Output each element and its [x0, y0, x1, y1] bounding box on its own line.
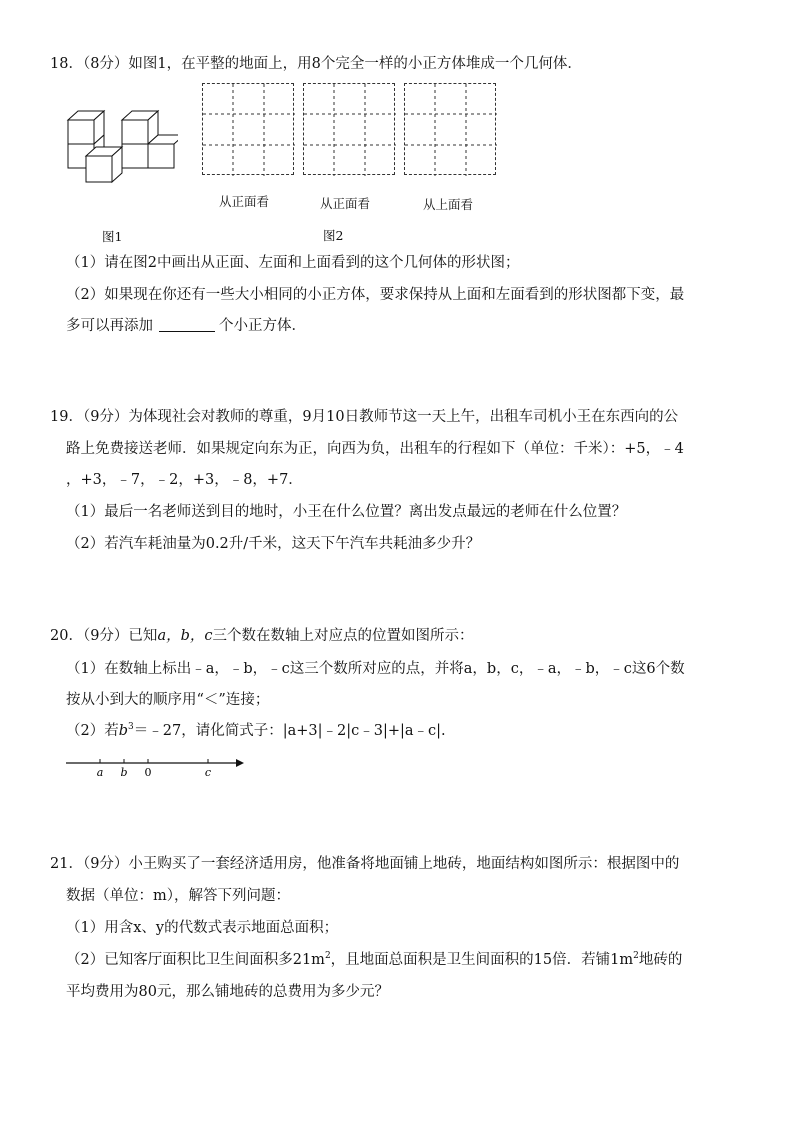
q21-part2-exp2: 2: [633, 951, 639, 961]
q21-part2-line1: [66, 950, 682, 970]
q19-stem-line1: 19．（9分）为体现社会对教师的尊重，9月10日教师节这一天上午，出租车司机小王在东西向的公: [50, 409, 679, 425]
q20-stem: [50, 626, 474, 646]
q21-part2-exp1: 2: [324, 951, 331, 961]
grid-front-view[interactable]: [202, 83, 294, 175]
q18-stem: 18．（8分）如图1，在平整的地面上，用8个完全一样的小正方体堆成一个几何体．: [50, 56, 582, 72]
q20-stem-a: 20．（9分）已知: [50, 628, 158, 644]
fig2-label: 图2: [323, 228, 344, 243]
grid-lines: [304, 84, 396, 176]
answer-blank[interactable]: [159, 317, 215, 332]
q19-part2: （2）若汽车耗油量为0.2升/千米，这天下午汽车共耗油多少升？: [66, 536, 481, 552]
q18-part2-line1: （2）如果现在你还有一些大小相同的小正方体，要求保持从上面和左面看到的形状图都下变，最: [66, 287, 685, 303]
q20-part1-line1: （1）在数轴上标出﹣a，﹣b，﹣c这三个数所对应的点，并将a，b，c，﹣a，﹣b，﹣c这6个数: [66, 661, 685, 677]
caption-front-1: 从正面看: [219, 194, 270, 209]
q21-part2-b: ，且地面总面积是卫生间面积的15倍．若铺1m: [330, 952, 634, 968]
q18-part2-text-a: 多可以再添加: [66, 318, 153, 334]
q20-part2-exp: 3: [128, 722, 134, 732]
q20-part1-line2: 按从小到大的顺序用“＜”连接；: [66, 692, 270, 708]
label-a: a: [96, 766, 104, 779]
number-line: [64, 754, 244, 784]
q21-part2-a: （2）已知客厅面积比卫生间面积多21m: [66, 952, 325, 968]
q20-stem-vars: a，b，c: [157, 628, 213, 644]
q18-part1: （1）请在图2中画出从正面、左面和上面看到的这个几何体的形状图；: [66, 255, 520, 271]
q21-stem-line2: 数据（单位：m），解答下列问题：: [66, 888, 290, 904]
fig1-label: 图1: [102, 229, 123, 244]
q20-stem-b: 三个数在数轴上对应点的位置如图所示：: [212, 628, 474, 644]
axis-arrow: [236, 759, 244, 767]
label-b: b: [120, 766, 128, 779]
q21-stem-line1: 21．（9分）小王购买了一套经济适用房，他准备将地面铺上地砖，地面结构如图所示：根据图中的: [50, 856, 680, 872]
fig1-cubes: [66, 106, 178, 186]
q21-part2-line2: 平均费用为80元，那么铺地砖的总费用为多少元？: [66, 984, 389, 1000]
caption-front-2: 从正面看: [320, 196, 371, 211]
q20-part2-a: （2）若: [66, 723, 119, 739]
q20-part2-var: b: [118, 723, 129, 739]
grid-left-view[interactable]: [303, 83, 395, 175]
q21-part1: （1）用含x、y的代数式表示地面总面积；: [66, 920, 339, 936]
caption-top: 从上面看: [423, 197, 474, 212]
q19-stem-line2: 路上免费接送老师．如果规定向东为正，向西为负，出租车的行程如下（单位：千米）：+5，﹣4: [66, 441, 684, 457]
grid-lines: [405, 84, 497, 176]
grid-lines: [203, 84, 295, 176]
label-0: 0: [144, 766, 152, 779]
q19-stem-line3: ，+3，﹣7，﹣2，+3，﹣8，+7．: [66, 472, 303, 488]
q18-part2-text-b: 个小正方体．: [219, 318, 306, 334]
grid-top-view[interactable]: [404, 83, 496, 175]
q21-part2-c: 地砖的: [638, 952, 683, 968]
q18-part2-line2: [66, 316, 306, 336]
q20-part2: [66, 721, 446, 741]
q20-part2-b: ＝﹣27，请化简式子：|a+3|﹣2|c﹣3|+|a﹣c|.: [133, 723, 446, 739]
label-c: c: [204, 766, 212, 779]
q19-part1: （1）最后一名老师送到目的地时，小王在什么位置？离出发点最远的老师在什么位置？: [66, 504, 627, 520]
